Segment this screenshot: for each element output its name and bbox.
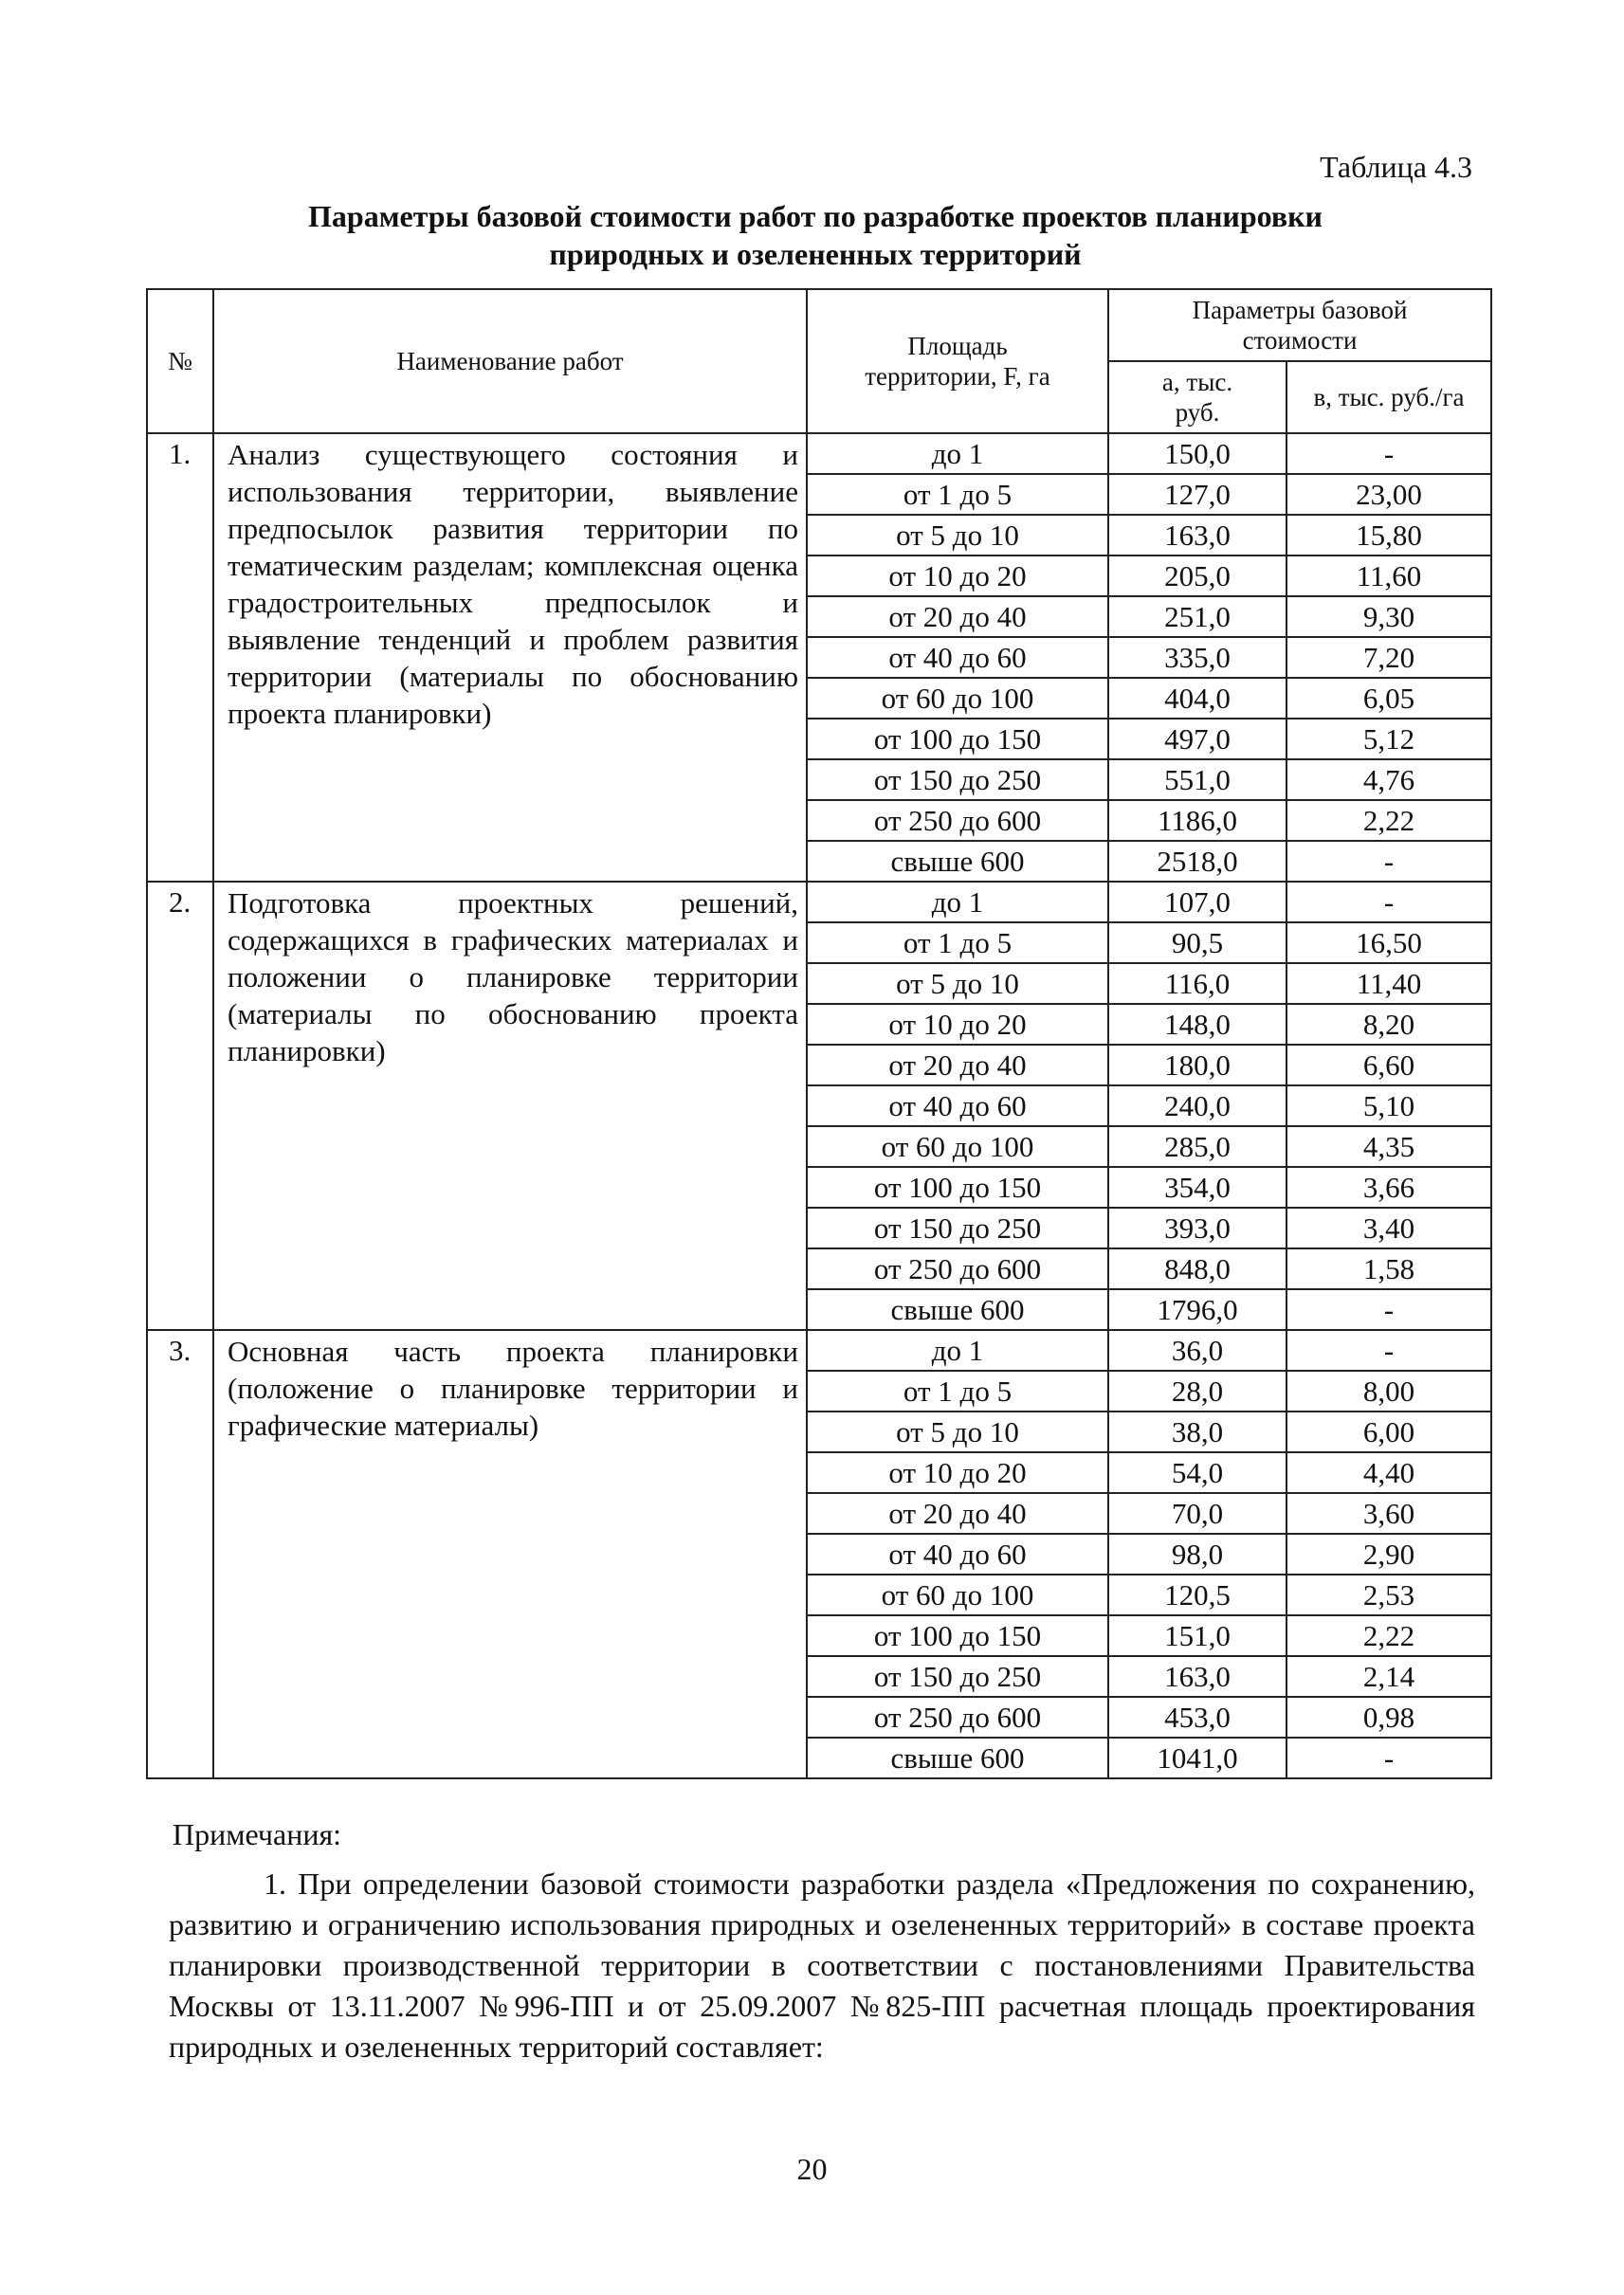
header-base-cost-params: Параметры базовой стоимости <box>1108 289 1491 361</box>
param-b-cell: 23,00 <box>1286 474 1491 515</box>
area-cell: от 250 до 600 <box>807 1248 1108 1289</box>
param-a-cell: 1041,0 <box>1108 1738 1286 1778</box>
param-a-cell: 107,0 <box>1108 882 1286 922</box>
param-b-cell: 6,60 <box>1286 1045 1491 1085</box>
param-a-cell: 150,0 <box>1108 433 1286 474</box>
param-a-cell: 453,0 <box>1108 1697 1286 1738</box>
param-b-cell: 4,40 <box>1286 1452 1491 1493</box>
area-cell: от 20 до 40 <box>807 596 1108 637</box>
param-a-cell: 335,0 <box>1108 637 1286 678</box>
header-row-1 <box>147 289 1491 361</box>
area-cell: от 100 до 150 <box>807 719 1108 759</box>
header-param-a: а, тыс. руб. <box>1108 361 1286 433</box>
header-work-name: Наименование работ <box>213 289 807 433</box>
param-b-cell: - <box>1286 1289 1491 1330</box>
param-a-cell: 28,0 <box>1108 1371 1286 1412</box>
area-cell: от 100 до 150 <box>807 1167 1108 1208</box>
param-a-cell: 98,0 <box>1108 1534 1286 1575</box>
param-b-cell: 11,40 <box>1286 963 1491 1004</box>
param-b-cell: 6,00 <box>1286 1412 1491 1452</box>
param-b-cell: - <box>1286 1738 1491 1778</box>
param-a-cell: 205,0 <box>1108 556 1286 596</box>
param-b-cell: 7,20 <box>1286 637 1491 678</box>
area-cell: до 1 <box>807 1330 1108 1371</box>
param-b-cell: 2,90 <box>1286 1534 1491 1575</box>
param-a-cell: 148,0 <box>1108 1004 1286 1045</box>
param-b-cell: 4,76 <box>1286 759 1491 800</box>
param-a-cell: 2518,0 <box>1108 841 1286 882</box>
area-cell: от 250 до 600 <box>807 800 1108 841</box>
area-cell: от 40 до 60 <box>807 637 1108 678</box>
param-a-cell: 127,0 <box>1108 474 1286 515</box>
param-a-cell: 116,0 <box>1108 963 1286 1004</box>
table-title-line-2: природных и озелененных территорий <box>549 237 1082 271</box>
param-b-cell: 3,60 <box>1286 1493 1491 1534</box>
area-cell: от 1 до 5 <box>807 1371 1108 1412</box>
note-item-1: 1. При определении базовой стоимости разработки раздела «Предложения по сохранению, развитию и ограничению использования природных и озелененных территорий» в составе проекта планировки производственной территории в соответствии с постановлениями Правительства Москвы от 13.11.2007 №996-ПП и от 25.09.2007 №825-ПП расчетная площадь проектирования природных и озелененных территорий составляет: <box>169 1867 1475 2064</box>
param-a-cell: 404,0 <box>1108 678 1286 719</box>
param-b-cell: 2,53 <box>1286 1575 1491 1615</box>
param-b-cell: 11,60 <box>1286 556 1491 596</box>
area-cell: от 150 до 250 <box>807 759 1108 800</box>
area-cell: свыше 600 <box>807 1289 1108 1330</box>
param-a-cell: 848,0 <box>1108 1248 1286 1289</box>
area-cell: от 5 до 10 <box>807 963 1108 1004</box>
param-b-cell: - <box>1286 1330 1491 1371</box>
param-b-cell: 8,20 <box>1286 1004 1491 1045</box>
area-cell: свыше 600 <box>807 1738 1108 1778</box>
param-b-cell: - <box>1286 433 1491 474</box>
param-a-cell: 36,0 <box>1108 1330 1286 1371</box>
area-cell: от 100 до 150 <box>807 1615 1108 1656</box>
param-b-cell: 4,35 <box>1286 1126 1491 1167</box>
param-a-cell: 151,0 <box>1108 1615 1286 1656</box>
param-a-cell: 251,0 <box>1108 596 1286 637</box>
param-a-cell: 354,0 <box>1108 1167 1286 1208</box>
param-b-cell: 6,05 <box>1286 678 1491 719</box>
param-b-cell: 5,12 <box>1286 719 1491 759</box>
param-a-cell: 393,0 <box>1108 1208 1286 1248</box>
area-cell: от 250 до 600 <box>807 1697 1108 1738</box>
table-row <box>147 1330 1491 1371</box>
area-cell: от 150 до 250 <box>807 1208 1108 1248</box>
header-area: Площадь территории, F, га <box>807 289 1108 433</box>
param-b-cell: 0,98 <box>1286 1697 1491 1738</box>
area-cell: свыше 600 <box>807 841 1108 882</box>
area-cell: от 60 до 100 <box>807 678 1108 719</box>
param-b-cell: 16,50 <box>1286 922 1491 963</box>
param-a-cell: 285,0 <box>1108 1126 1286 1167</box>
param-a-cell: 163,0 <box>1108 515 1286 556</box>
notes-title: Примечания: <box>173 1817 342 1851</box>
work-name: Подготовка проектных решений, содержащихся в графических материалах и положении о планировке территории (материалы по обоснованию проекта планировки) <box>213 882 807 1330</box>
param-a-cell: 90,5 <box>1108 922 1286 963</box>
table-title-line-1: Параметры базовой стоимости работ по разработке проектов планировки <box>308 199 1323 233</box>
param-b-cell: 1,58 <box>1286 1248 1491 1289</box>
param-a-cell: 497,0 <box>1108 719 1286 759</box>
param-b-cell: 2,22 <box>1286 1615 1491 1656</box>
param-a-cell: 54,0 <box>1108 1452 1286 1493</box>
section-number: 1. <box>147 433 213 882</box>
area-cell: от 40 до 60 <box>807 1085 1108 1126</box>
area-cell: от 1 до 5 <box>807 474 1108 515</box>
param-a-cell: 120,5 <box>1108 1575 1286 1615</box>
page-number: 20 <box>796 2152 828 2186</box>
param-b-cell: 3,66 <box>1286 1167 1491 1208</box>
area-cell: от 1 до 5 <box>807 922 1108 963</box>
area-cell: от 20 до 40 <box>807 1493 1108 1534</box>
area-cell: до 1 <box>807 882 1108 922</box>
table-body <box>147 433 1491 1778</box>
area-cell: до 1 <box>807 433 1108 474</box>
param-b-cell: 9,30 <box>1286 596 1491 637</box>
section-number: 2. <box>147 882 213 1330</box>
area-cell: от 60 до 100 <box>807 1575 1108 1615</box>
table-label: Таблица 4.3 <box>1320 150 1472 184</box>
area-cell: от 10 до 20 <box>807 1452 1108 1493</box>
param-a-cell: 180,0 <box>1108 1045 1286 1085</box>
area-cell: от 150 до 250 <box>807 1656 1108 1697</box>
param-b-cell: 3,40 <box>1286 1208 1491 1248</box>
param-b-cell: - <box>1286 882 1491 922</box>
area-cell: от 20 до 40 <box>807 1045 1108 1085</box>
table-row <box>147 433 1491 474</box>
param-a-cell: 163,0 <box>1108 1656 1286 1697</box>
param-b-cell: 15,80 <box>1286 515 1491 556</box>
area-cell: от 10 до 20 <box>807 1004 1108 1045</box>
area-cell: от 40 до 60 <box>807 1534 1108 1575</box>
cost-parameters-table <box>146 288 1492 1779</box>
param-a-cell: 551,0 <box>1108 759 1286 800</box>
area-cell: от 60 до 100 <box>807 1126 1108 1167</box>
param-b-cell: 2,22 <box>1286 800 1491 841</box>
param-b-cell: 2,14 <box>1286 1656 1491 1697</box>
table-row <box>147 882 1491 922</box>
param-a-cell: 70,0 <box>1108 1493 1286 1534</box>
table-title <box>142 197 1488 273</box>
param-a-cell: 1796,0 <box>1108 1289 1286 1330</box>
header-num: № <box>147 289 213 433</box>
work-name: Основная часть проекта планировки (положение о планировке территории и графические материалы) <box>213 1330 807 1778</box>
area-cell: от 5 до 10 <box>807 1412 1108 1452</box>
param-b-cell: 5,10 <box>1286 1085 1491 1126</box>
param-a-cell: 240,0 <box>1108 1085 1286 1126</box>
param-a-cell: 38,0 <box>1108 1412 1286 1452</box>
param-b-cell: 8,00 <box>1286 1371 1491 1412</box>
work-name: Анализ существующего состояния и использования территории, выявление предпосылок развития территории по тематическим разделам; комплексная оценка градостроительных предпосылок и выявление тенденций и проблем развития территории (материалы по обоснованию проекта планировки) <box>213 433 807 882</box>
param-b-cell: - <box>1286 841 1491 882</box>
param-a-cell: 1186,0 <box>1108 800 1286 841</box>
area-cell: от 5 до 10 <box>807 515 1108 556</box>
header-param-b: в, тыс. руб./га <box>1286 361 1491 433</box>
section-number: 3. <box>147 1330 213 1778</box>
area-cell: от 10 до 20 <box>807 556 1108 596</box>
